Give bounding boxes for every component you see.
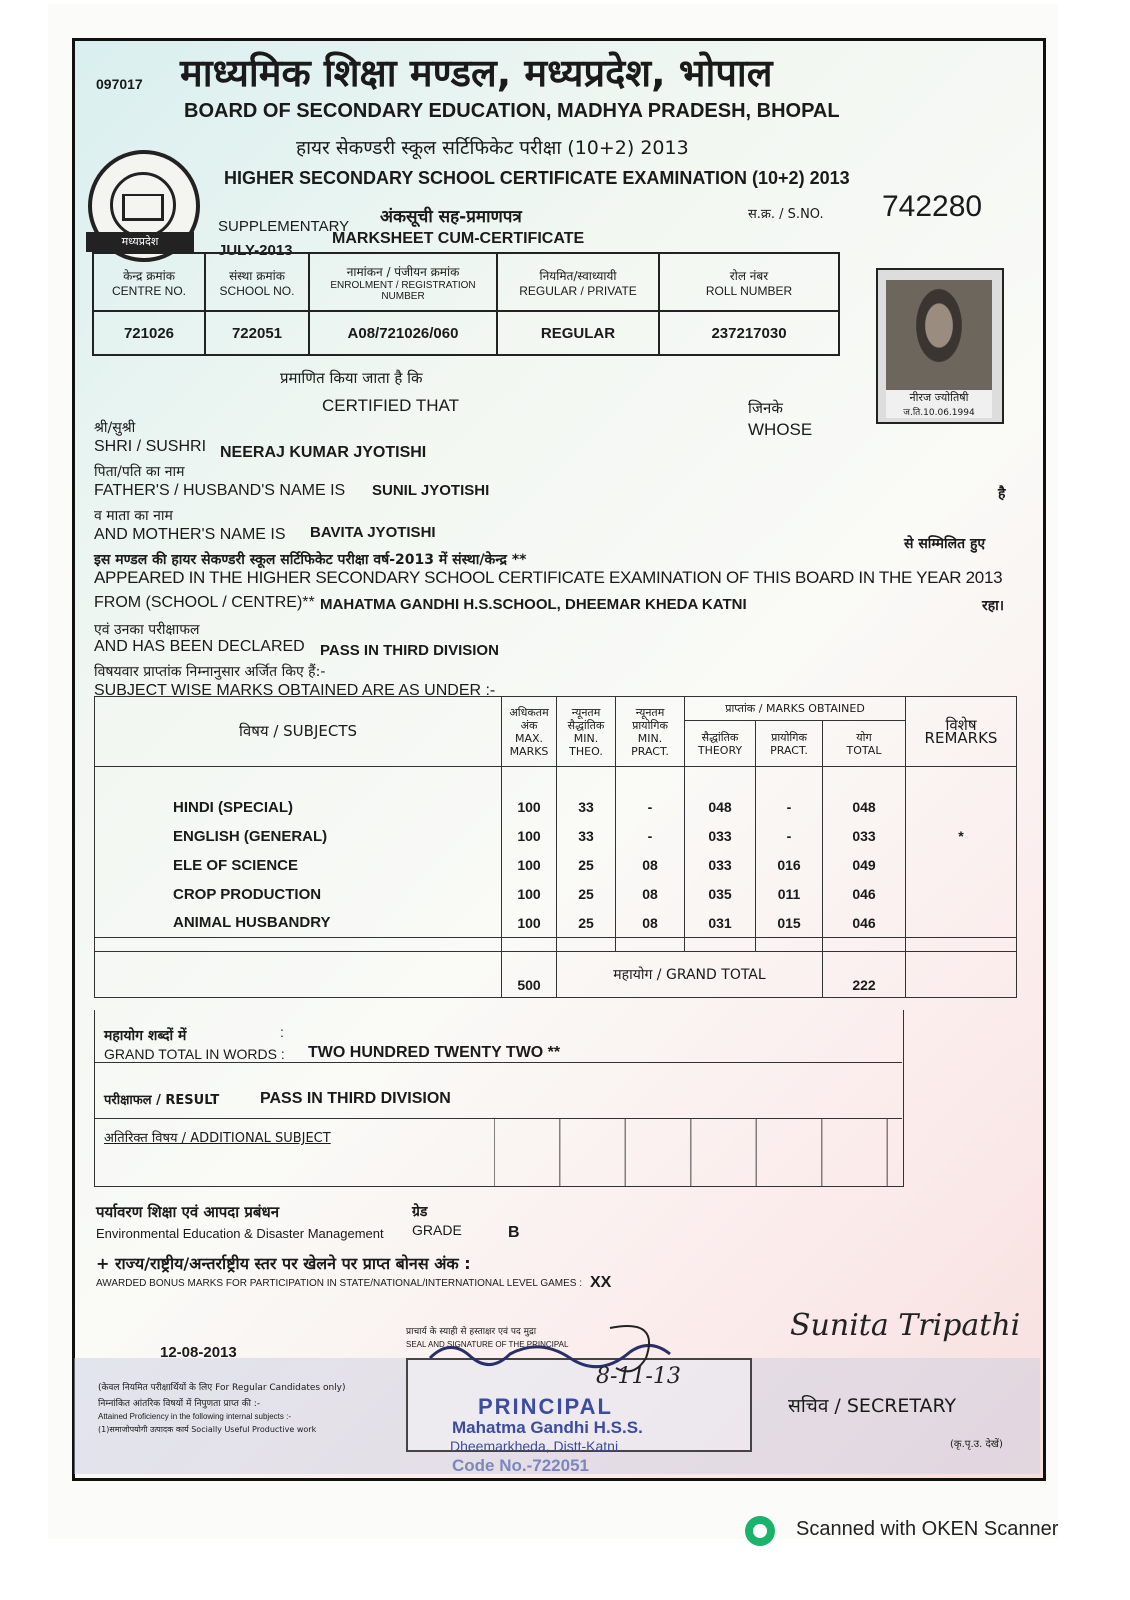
cell-subject: ENGLISH (GENERAL) [95,822,502,851]
declared-result: PASS IN THIRD DIVISION [320,642,499,659]
cell-total: 033 [823,822,906,851]
appeared-hi: इस मण्डल की हायर सेकण्डरी स्कूल सर्टिफिकेट परीक्षा वर्ष-2013 में संस्था/केन्द्र ** [94,552,527,568]
header-theory: सैद्धांतिक THEORY [685,721,756,767]
mode-label-en: REGULAR / PRIVATE [519,283,637,298]
stamp-code: Code No.-722051 [452,1456,589,1475]
cell-remark [906,909,1017,938]
photo-caption-name: नीरज ज्योतिषी [909,391,969,404]
grade-label-en: GRADE [412,1222,462,1238]
roll-label-hi: रोल नंबर [729,268,769,283]
father-hi: पिता/पति का नाम [94,464,185,480]
cell-min-theo: 25 [557,909,616,938]
session-label: JULY-2013 [218,242,293,259]
cell-subject: ELE OF SCIENCE [95,851,502,880]
sno-label: स.क्र. / S.NO. [748,207,824,222]
cell-theory: 031 [685,909,756,938]
board-title-hindi: माध्यमिक शिक्षा मण्डल, मध्यप्रदेश, भोपाल [180,51,773,95]
mother-name: BAVITA JYOTISHI [310,524,436,541]
scanner-watermark: Scanned with OKEN Scanner [796,1518,1059,1540]
exam-title-english: HIGHER SECONDARY SCHOOL CERTIFICATE EXAMINATION (10+2) 2013 [224,168,850,188]
photo-caption-dob: ज.ति.10.06.1994 [903,408,975,418]
words-hi: महायोग शब्दों में [104,1028,187,1044]
cell-min-theo: 33 [557,822,616,851]
school-value: 722051 [205,311,309,355]
cell-total: 049 [823,851,906,880]
grand-total-value: 222 [823,952,906,998]
school-label-en: SCHOOL NO. [219,283,295,298]
cell-min-pract: 08 [616,880,685,909]
centre-label-en: CENTRE NO. [111,283,186,298]
cell-min-pract: 08 [616,909,685,938]
cell-min-theo: 33 [557,793,616,822]
principal-sign-date: 8-11-13 [596,1364,681,1389]
marksheet-title-english: MARKSHEET CUM-CERTIFICATE [332,230,585,247]
words-en: GRAND TOTAL IN WORDS : [104,1046,285,1062]
cell-pract: 011 [756,880,823,909]
note-3: Attained Proficiency in the following internal subjects :- [98,1412,291,1421]
board-seal-icon: मध्यप्रदेश [88,150,200,262]
cell-subject: ANIMAL HUSBANDRY [95,909,502,938]
stamp-address: Dheemarkheda, Distt-Katni [450,1438,619,1454]
marksheet-title-hindi: अंकसूची सह-प्रमाणपत्र [380,207,522,227]
cell-remark: * [906,822,1017,851]
shri-en: SHRI / SUSHRI [94,438,207,455]
cell-max: 100 [502,909,557,938]
cell-min-theo: 25 [557,851,616,880]
principal-label-hi: प्राचार्य के स्याही से हस्ताक्षर एवं पद मुद्रा [406,1327,537,1337]
header-total: योग TOTAL [823,721,906,767]
secretary-label: सचिव / SECRETARY [788,1395,957,1417]
header-marks-obtained: प्राप्तांक / MARKS OBTAINED [685,697,906,721]
note-4: (1)समाजोपयोगी उत्पादक कार्य Socially Useful Productive work [98,1425,317,1434]
student-photo [876,268,1004,424]
cell-max: 100 [502,880,557,909]
env-label-en: Environmental Education & Disaster Management [96,1226,384,1241]
cell-remark [906,851,1017,880]
header-remarks: विशेष REMARKS [906,697,1017,767]
max-total: 500 [502,952,557,998]
pto-note: (कृ.पृ.उ. देखें) [950,1439,1003,1450]
board-title-english: BOARD OF SECONDARY EDUCATION, MADHYA PRADESH, BHOPAL [184,100,840,122]
cell-max: 100 [502,793,557,822]
grade-label-hi: ग्रेड [412,1204,428,1220]
cell-subject: CROP PRODUCTION [95,880,502,909]
header-min-theo: न्यूनतम सैद्धांतिक MIN. THEO. [557,697,616,767]
grade-value: B [508,1224,520,1241]
hai-text: है [998,486,1006,502]
env-label-hi: पर्यावरण शिक्षा एवं आपदा प्रबंधन [96,1203,280,1221]
grand-total-words: TWO HUNDRED TWENTY TWO ** [308,1044,561,1061]
enrol-label-hi: नामांकन / पंजीयन क्रमांक [346,264,460,279]
bonus-label-hi: + राज्य/राष्ट्रीय/अन्तर्राष्ट्रीय स्तर पर खेलने पर प्राप्त बोनस अंक : [96,1254,471,1273]
from-en: FROM (SCHOOL / CENTRE)** [94,594,315,611]
student-name: NEERAJ KUMAR JYOTISHI [220,444,427,461]
certified-en: CERTIFIED THAT [322,396,459,415]
secretary-signature: Sunita Tripathi [790,1308,1021,1343]
result-hi: एवं उनका परीक्षाफल [94,622,200,638]
cell-total: 046 [823,880,906,909]
mother-en: AND MOTHER'S NAME IS [94,526,286,543]
subjectwise-hi: विषयवार प्राप्तांक निम्नानुसार अर्जित किए हैं:- [94,664,326,680]
cell-theory: 035 [685,880,756,909]
result-label: परीक्षाफल / RESULT [104,1093,220,1108]
cell-remark [906,880,1017,909]
raha-text: रहा। [982,598,1005,614]
cell-subject: HINDI (SPECIAL) [95,793,502,822]
stamp-school: Mahatma Gandhi H.S.S. [452,1418,643,1437]
id-table [92,252,840,356]
cell-pract: 015 [756,909,823,938]
stamp-principal: PRINCIPAL [478,1394,613,1419]
father-name: SUNIL JYOTISHI [372,482,490,499]
cell-total: 046 [823,909,906,938]
marks-table [94,696,1017,998]
shri-hi: श्री/सुश्री [94,420,136,436]
summary-divider-1 [94,1062,902,1063]
subject-row [95,880,1017,909]
header-max: अधिकतम अंक MAX. MARKS [502,697,557,767]
supplementary-label: SUPPLEMENTARY [218,218,350,235]
subject-row [95,793,1017,822]
grand-total-row [95,952,1017,998]
cell-min-pract: - [616,793,685,822]
mode-value: REGULAR [497,311,659,355]
words-colon: : [280,1024,284,1040]
serial-top: 097017 [96,76,143,92]
grand-total-label: महायोग / GRAND TOTAL [557,952,823,998]
cell-theory: 048 [685,793,756,822]
whose-en: WHOSE [748,420,813,439]
school-label-hi: संस्था क्रमांक [229,268,285,283]
issue-date: 12-08-2013 [160,1344,237,1361]
additional-subject: अतिरिक्त विषय / ADDITIONAL SUBJECT [104,1131,331,1146]
cell-pract: - [756,793,823,822]
header-min-pract: न्यूनतम प्रायोगिक MIN. PRACT. [616,697,685,767]
cell-min-pract: 08 [616,851,685,880]
header-pract: प्रायोगिक PRACT. [756,721,823,767]
father-en: FATHER'S / HUSBAND'S NAME IS [94,482,346,499]
additional-grid [494,1118,903,1186]
bonus-label-en: AWARDED BONUS MARKS FOR PARTICIPATION IN STATE/NATIONAL/INTERNATIONAL LEVEL GAMES : [96,1278,582,1289]
subject-row [95,851,1017,880]
centre-value: 721026 [93,311,205,355]
cell-max: 100 [502,822,557,851]
sno-value: 742280 [882,190,983,223]
enrol-value: A08/721026/060 [309,311,497,355]
exam-title-hindi: हायर सेकण्डरी स्कूल सर्टिफिकेट परीक्षा (10+2) 2013 [296,137,689,159]
enrol-label-en: ENROLMENT / REGISTRATION NUMBER [330,279,476,302]
school-name: MAHATMA GANDHI H.S.SCHOOL, DHEEMAR KHEDA KATNI [320,596,747,613]
mode-label-hi: नियमित/स्वाध्यायी [539,268,617,283]
cell-pract: 016 [756,851,823,880]
roll-label-en: ROLL NUMBER [705,283,793,298]
mother-hi: व माता का नाम [94,508,173,524]
whose-hi: जिनके [748,399,783,417]
result-value: PASS IN THIRD DIVISION [260,1090,451,1107]
subject-row [95,822,1017,851]
note-1: (केवल नियमित परीक्षार्थियों के लिए For Regular Candidates only) [98,1383,346,1393]
oken-logo-icon [745,1516,775,1546]
cell-theory: 033 [685,851,756,880]
subject-row [95,909,1017,938]
cell-total: 048 [823,793,906,822]
cell-theory: 033 [685,822,756,851]
header-subjects: विषय / SUBJECTS [95,697,502,767]
subjectwise-en: SUBJECT WISE MARKS OBTAINED ARE AS UNDER :- [94,682,496,699]
cell-min-pract: - [616,822,685,851]
declared-en: AND HAS BEEN DECLARED [94,638,305,655]
note-2: निम्नांकित आंतरिक विषयों में निपुणता प्राप्त की :- [98,1399,261,1409]
roll-value: 237217030 [659,311,839,355]
appeared-en: APPEARED IN THE HIGHER SECONDARY SCHOOL CERTIFICATE EXAMINATION OF THIS BOARD IN THE YEAR 2013 [94,568,1003,587]
centre-label-hi: केन्द्र क्रमांक [123,268,175,283]
principal-label-en: SEAL AND SIGNATURE OF THE PRINCIPAL [406,1340,569,1349]
bonus-value: XX [590,1274,612,1291]
certified-hi: प्रमाणित किया जाता है कि [280,369,423,387]
cell-max: 100 [502,851,557,880]
cell-min-theo: 25 [557,880,616,909]
cell-pract: - [756,822,823,851]
cell-remark [906,793,1017,822]
appeared-hi-right: से सम्मिलित हुए [904,536,986,552]
